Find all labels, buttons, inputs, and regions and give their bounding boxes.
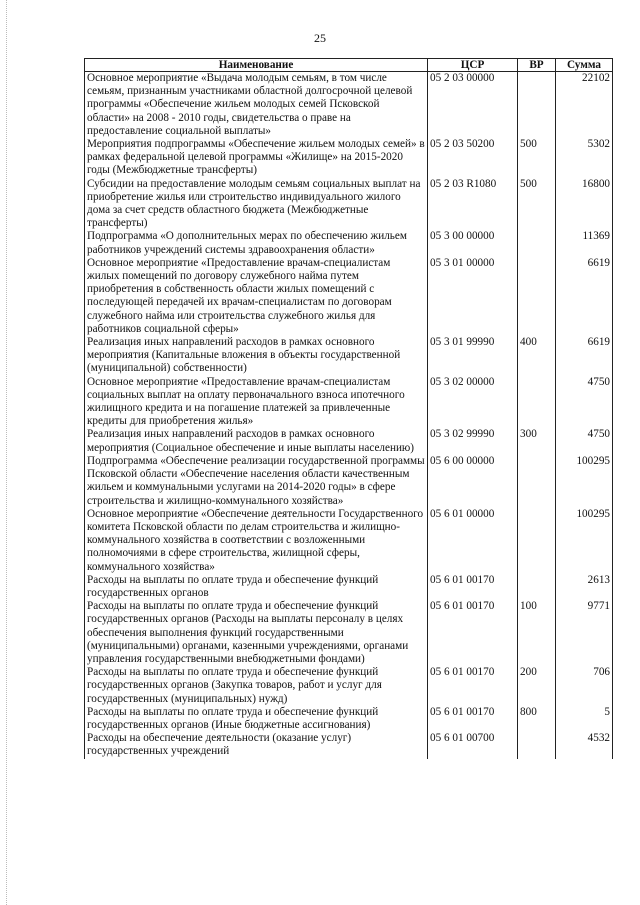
budget-table — [84, 58, 613, 759]
header-sum: Сумма — [556, 59, 613, 72]
row-sum-cell: 100295 — [556, 455, 613, 508]
row-vr-cell — [518, 508, 556, 574]
row-sum-cell: 100295 — [556, 508, 613, 574]
header-csr: ЦСР — [428, 59, 518, 72]
row-sum-cell: 9771 — [556, 600, 613, 666]
row-name-cell: Реализация иных направлений расходов в рамках основного мероприятия (Социальное обеспечение и иные выплаты населению) — [85, 428, 428, 454]
row-vr-cell: 200 — [518, 666, 556, 706]
row-name-cell: Расходы на выплаты по оплате труда и обеспечение функций государственных органов — [85, 574, 428, 600]
table-row — [85, 455, 613, 508]
header-vr: ВР — [518, 59, 556, 72]
page-number: 25 — [314, 31, 326, 45]
table-row — [85, 257, 613, 336]
row-vr-cell: 500 — [518, 138, 556, 178]
row-sum-cell: 6619 — [556, 257, 613, 336]
table-row — [85, 574, 613, 600]
row-vr-cell — [518, 376, 556, 429]
row-name-cell: Расходы на выплаты по оплате труда и обеспечение функций государственных органов (Расходы на выплаты персоналу в целях обеспечения выполнения функций государственными (муниципальными) органами, казенными учреждениями, органами управления государственными внебюджетными фондами) — [85, 600, 428, 666]
row-sum-cell: 2613 — [556, 574, 613, 600]
row-csr-cell: 05 6 01 00170 — [428, 600, 518, 666]
row-vr-cell — [518, 574, 556, 600]
table-row — [85, 508, 613, 574]
row-vr-cell — [518, 230, 556, 256]
row-csr-cell: 05 3 02 00000 — [428, 376, 518, 429]
row-sum-cell: 5302 — [556, 138, 613, 178]
row-sum-cell: 706 — [556, 666, 613, 706]
row-vr-cell — [518, 732, 556, 758]
row-csr-cell: 05 3 01 99990 — [428, 336, 518, 376]
table-row — [85, 428, 613, 454]
row-name-cell: Расходы на обеспечение деятельности (оказание услуг) государственных учреждений — [85, 732, 428, 758]
row-name-cell: Основное мероприятие «Предоставление врачам-специалистам жилых помещений по договору служебного найма путем приобретения в собственность области жилых помещений с последующей передачей их врачам-специалистам по договорам служебного найма или строительства служебного жилья для работников социальной сферы» — [85, 257, 428, 336]
row-name-cell: Расходы на выплаты по оплате труда и обеспечение функций государственных органов (Закупка товаров, работ и услуг для государственных (муниципальных) нужд) — [85, 666, 428, 706]
row-vr-cell — [518, 257, 556, 336]
row-sum-cell: 6619 — [556, 336, 613, 376]
row-vr-cell: 100 — [518, 600, 556, 666]
table-row — [85, 706, 613, 732]
row-csr-cell: 05 6 00 00000 — [428, 455, 518, 508]
row-vr-cell: 500 — [518, 178, 556, 231]
row-sum-cell: 11369 — [556, 230, 613, 256]
row-name-cell: Основное мероприятие «Обеспечение деятельности Государственного комитета Псковской области по делам строительства и жилищно-коммунального хозяйства в соответствии с возложенными полномочиями в сфере строительства, жилищной сферы, коммунального хозяйства» — [85, 508, 428, 574]
row-csr-cell: 05 6 01 00000 — [428, 508, 518, 574]
table-row — [85, 376, 613, 429]
row-name-cell: Подпрограмма «Обеспечение реализации государственной программы Псковской области «Обеспечение населения области качественным жильем и коммунальными услугами на 2014-2020 годы» в сфере строительства и жилищно-коммунального хозяйства» — [85, 455, 428, 508]
row-name-cell: Основное мероприятие «Предоставление врачам-специалистам социальных выплат на оплату первоначального взноса ипотечного жилищного кредита и на погашение платежей за привлеченные кредиты для приобретения жилья» — [85, 376, 428, 429]
row-csr-cell: 05 6 01 00170 — [428, 574, 518, 600]
row-name-cell: Подпрограмма «О дополнительных мерах по обеспечению жильем работников учреждений системы здравоохранения области» — [85, 230, 428, 256]
row-vr-cell: 400 — [518, 336, 556, 376]
row-sum-cell: 4532 — [556, 732, 613, 758]
row-vr-cell — [518, 72, 556, 139]
table-row — [85, 178, 613, 231]
header-name: Наименование — [85, 59, 428, 72]
row-csr-cell: 05 2 03 00000 — [428, 72, 518, 139]
table-row — [85, 230, 613, 256]
row-sum-cell: 22102 — [556, 72, 613, 139]
table-row — [85, 138, 613, 178]
row-csr-cell: 05 3 00 00000 — [428, 230, 518, 256]
table-row — [85, 72, 613, 139]
row-vr-cell — [518, 455, 556, 508]
row-sum-cell: 16800 — [556, 178, 613, 231]
table-row — [85, 666, 613, 706]
row-sum-cell: 4750 — [556, 376, 613, 429]
table-header-row — [85, 59, 613, 72]
table-row — [85, 336, 613, 376]
row-csr-cell: 05 6 01 00170 — [428, 706, 518, 732]
row-csr-cell: 05 3 02 99990 — [428, 428, 518, 454]
row-vr-cell: 300 — [518, 428, 556, 454]
row-name-cell: Основное мероприятие «Выдача молодым семьям, в том числе семьям, признанным участниками областной долгосрочной целевой программы «Обеспечение жильем молодых семей Псковской области» на 2008 - 2010 годы, свидетельства о праве на предоставление социальной выплаты» — [85, 72, 428, 139]
row-name-cell: Реализация иных направлений расходов в рамках основного мероприятия (Капитальные вложения в объекты государственной (муниципальной) собственности) — [85, 336, 428, 376]
row-name-cell: Расходы на выплаты по оплате труда и обеспечение функций государственных органов (Иные бюджетные ассигнования) — [85, 706, 428, 732]
scan-edge — [6, 0, 7, 905]
row-csr-cell: 05 6 01 00700 — [428, 732, 518, 758]
row-name-cell: Субсидии на предоставление молодым семьям социальных выплат на приобретение жилья или строительство индивидуального жилого дома за счет средств областного бюджета (Межбюджетные трансферты) — [85, 178, 428, 231]
row-sum-cell: 4750 — [556, 428, 613, 454]
row-csr-cell: 05 3 01 00000 — [428, 257, 518, 336]
row-csr-cell: 05 6 01 00170 — [428, 666, 518, 706]
table-row — [85, 600, 613, 666]
row-csr-cell: 05 2 03 R1080 — [428, 178, 518, 231]
row-csr-cell: 05 2 03 50200 — [428, 138, 518, 178]
row-vr-cell: 800 — [518, 706, 556, 732]
table-row — [85, 732, 613, 758]
row-sum-cell: 5 — [556, 706, 613, 732]
row-name-cell: Мероприятия подпрограммы «Обеспечение жильем молодых семей» в рамках федеральной целевой программы «Жилище» на 2015-2020 годы (Межбюджетные трансферты) — [85, 138, 428, 178]
